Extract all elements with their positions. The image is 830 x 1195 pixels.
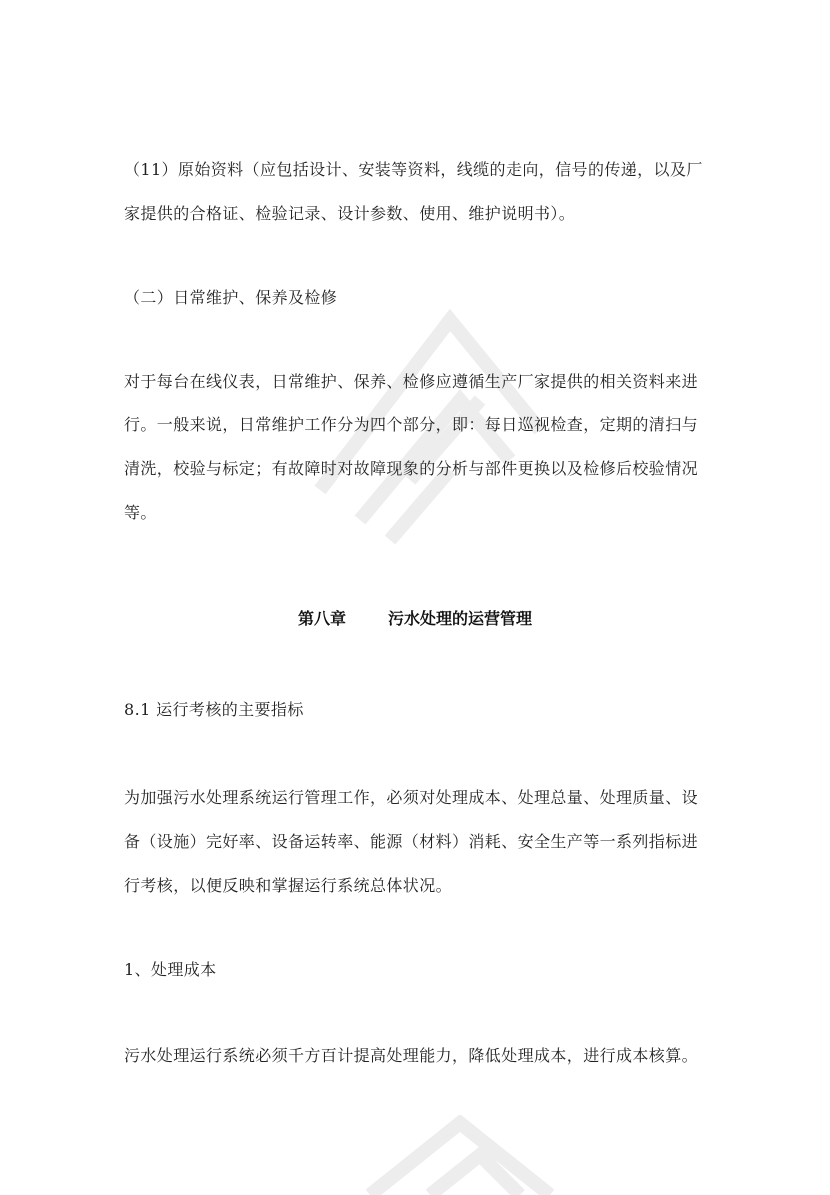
section-heading-8-1: 8.1 运行考核的主要指标 — [124, 700, 304, 719]
section-heading: （二）日常维护、保养及检修 — [124, 288, 338, 307]
item-heading: 1、处理成本 — [124, 960, 217, 979]
paragraph-line: 污水处理运行系统必须千方百计提高处理能力，降低处理成本，进行成本核算。 — [124, 1046, 699, 1065]
paragraph-line: 家提供的合格证、检验记录、设计参数、使用、维护说明书）。 — [124, 204, 576, 223]
paragraph-line: 备（设施）完好率、设备运转率、能源（材料）消耗、安全生产等一系列指标进 — [124, 832, 699, 851]
chapter-heading — [0, 608, 830, 630]
paragraph-line: （11）原始资料（应包括设计、安装等资料，线缆的走向，信号的传递，以及厂 — [124, 160, 703, 179]
paragraph-line: 清洗，校验与标定；有故障时对故障现象的分析与部件更换以及检修后校验情况 — [124, 459, 699, 478]
paragraph-line: 行考核，以便反映和掌握运行系统总体状况。 — [124, 876, 453, 895]
paragraph-line: 对于每台在线仪表，日常维护、保养、检修应遵循生产厂家提供的相关资料来进 — [124, 372, 699, 391]
paragraph-line: 行。一般来说，日常维护工作分为四个部分，即：每日巡视检查，定期的清扫与 — [124, 415, 699, 434]
watermark-logo-icon — [330, 1115, 570, 1195]
paragraph-line: 为加强污水处理系统运行管理工作，必须对处理成本、处理总量、处理质量、设 — [124, 788, 699, 807]
chapter-number: 第八章 — [297, 609, 346, 628]
paragraph-line: 等。 — [124, 503, 157, 522]
chapter-title: 污水处理的运营管理 — [388, 609, 533, 628]
